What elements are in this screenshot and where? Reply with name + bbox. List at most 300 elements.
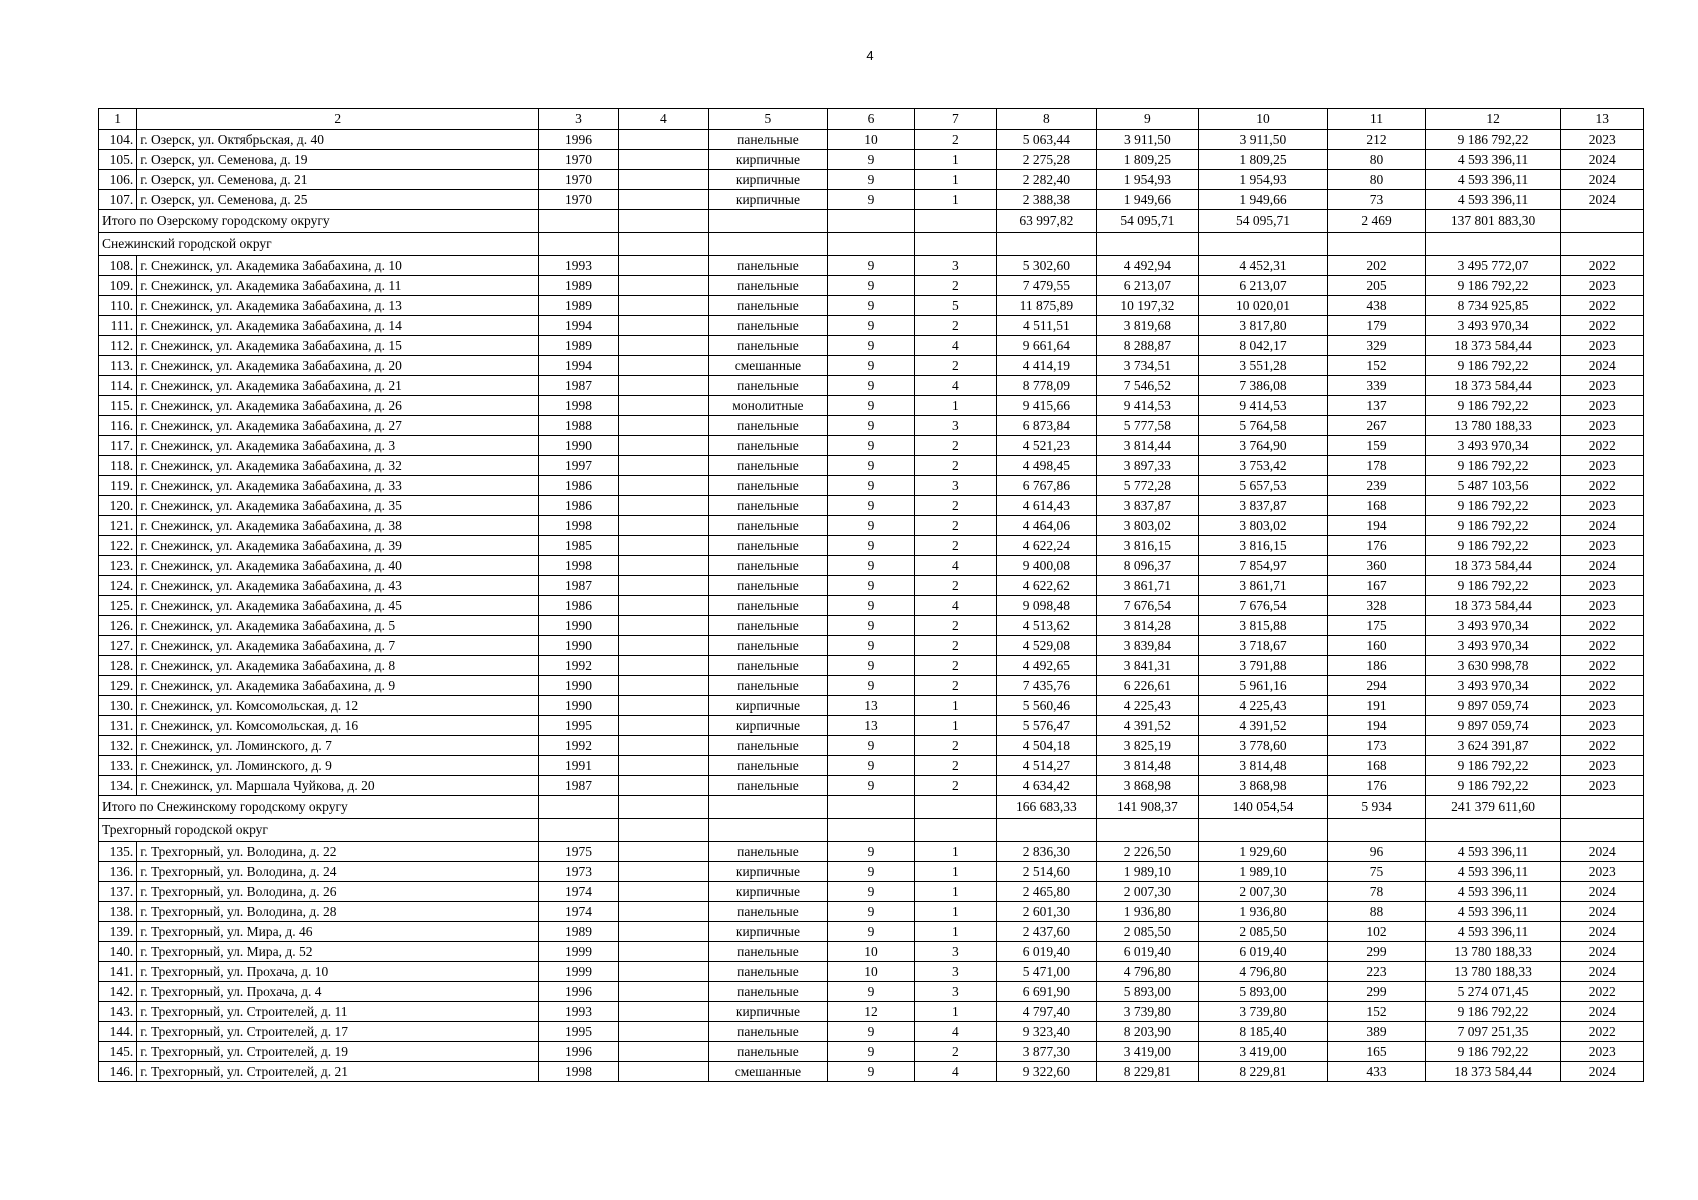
table-cell: 1990 [539,676,618,696]
table-cell [618,536,708,556]
table-row [99,336,1644,356]
table-cell: 96 [1328,842,1426,862]
table-cell: 6 213,07 [1198,276,1328,296]
table-cell: 3 493 970,34 [1425,676,1561,696]
table-cell: 133. [99,756,137,776]
table-cell [1097,819,1199,842]
table-cell: 117. [99,436,137,456]
table-cell: 9 [827,416,914,436]
table-cell [618,336,708,356]
table-cell: 4 593 396,11 [1425,902,1561,922]
table-cell: 3 [915,982,996,1002]
table-cell: 139. [99,922,137,942]
table-row [99,316,1644,336]
table-cell: г. Снежинск, ул. Академика Забабахина, д. 33 [137,476,539,496]
total-row [99,210,1644,233]
table-cell: 1 [915,882,996,902]
table-cell: 138. [99,902,137,922]
table-cell: 176 [1328,776,1426,796]
table-cell [618,862,708,882]
table-cell: 2022 [1561,982,1644,1002]
table-cell: 8 042,17 [1198,336,1328,356]
table-cell [618,656,708,676]
table-cell: г. Трехгорный, ул. Володина, д. 24 [137,862,539,882]
table-row [99,1002,1644,1022]
table-cell: 4 225,43 [1097,696,1199,716]
table-cell: 2023 [1561,696,1644,716]
table-cell: 9 415,66 [996,396,1097,416]
table-cell [1425,819,1561,842]
table-cell: кирпичные [709,1002,828,1022]
table-row [99,656,1644,676]
table-cell: 9 [827,1022,914,1042]
table-cell: 9 [827,982,914,1002]
column-number-cell: 10 [1198,109,1328,130]
table-cell: монолитные [709,396,828,416]
table-row [99,516,1644,536]
table-cell: 1987 [539,376,618,396]
table-cell: 128. [99,656,137,676]
table-cell: 3 419,00 [1198,1042,1328,1062]
table-cell: 2024 [1561,150,1644,170]
table-cell: панельные [709,616,828,636]
table-cell: 1974 [539,882,618,902]
table-row [99,496,1644,516]
table-cell: панельные [709,296,828,316]
table-cell: 1974 [539,902,618,922]
table-cell: 3 734,51 [1097,356,1199,376]
table-row [99,982,1644,1002]
table-cell: 1986 [539,496,618,516]
table-cell [618,882,708,902]
table-cell: 9 [827,882,914,902]
page-number: 4 [866,48,874,63]
table-cell: панельные [709,676,828,696]
table-row [99,1062,1644,1082]
table-cell: 4 [915,336,996,356]
table-cell: 5 063,44 [996,130,1097,150]
table-cell: 1989 [539,336,618,356]
table-cell: г. Трехгорный, ул. Строителей, д. 21 [137,1062,539,1082]
table-row [99,170,1644,190]
table-cell: 126. [99,616,137,636]
table-cell: 4 593 396,11 [1425,150,1561,170]
table-cell: 2 514,60 [996,862,1097,882]
table-cell: 1995 [539,1022,618,1042]
table-cell: 2023 [1561,776,1644,796]
table-cell: 3 718,67 [1198,636,1328,656]
table-cell: 9 [827,396,914,416]
table-cell: 2 085,50 [1097,922,1199,942]
table-cell: 2 437,60 [996,922,1097,942]
table-cell: панельные [709,476,828,496]
table-cell: 6 691,90 [996,982,1097,1002]
table-cell: 3 837,87 [1097,496,1199,516]
table-cell [618,356,708,376]
table-cell: 2023 [1561,1042,1644,1062]
table-cell: 2 [915,456,996,476]
table-cell: 9 [827,436,914,456]
table-cell: 4 796,80 [1097,962,1199,982]
table-cell: 2 [915,356,996,376]
table-cell [709,819,828,842]
table-cell: 129. [99,676,137,696]
table-cell [827,819,914,842]
table-cell: 104. [99,130,137,150]
table-row [99,616,1644,636]
table-cell: 1 949,66 [1097,190,1199,210]
table-cell: 109. [99,276,137,296]
table-cell: 2024 [1561,922,1644,942]
table-cell [618,1022,708,1042]
table-cell: 1 [915,922,996,942]
table-cell [618,982,708,1002]
table-row [99,356,1644,376]
table-cell: г. Озерск, ул. Семенова, д. 19 [137,150,539,170]
section-header-row [99,233,1644,256]
table-cell: 3 764,90 [1198,436,1328,456]
table-cell: 2 [915,736,996,756]
table-cell: 2 [915,756,996,776]
table-cell: 2 [915,776,996,796]
table-row [99,256,1644,276]
table-cell: 2024 [1561,1002,1644,1022]
table-cell: 4 414,19 [996,356,1097,376]
table-cell: 4 521,23 [996,436,1097,456]
table-cell: 267 [1328,416,1426,436]
table-cell: 2023 [1561,536,1644,556]
table-cell: 125. [99,596,137,616]
table-cell: 3 814,48 [1097,756,1199,776]
table-cell: г. Снежинск, ул. Ломинского, д. 7 [137,736,539,756]
table-cell: 294 [1328,676,1426,696]
table-cell: 1994 [539,316,618,336]
column-number-cell: 11 [1328,109,1426,130]
table-cell: 1 [915,842,996,862]
table-cell: 152 [1328,1002,1426,1022]
table-cell: 114. [99,376,137,396]
table-cell: 3 495 772,07 [1425,256,1561,276]
table-cell: 152 [1328,356,1426,376]
table-cell: 13 780 188,33 [1425,416,1561,436]
table-cell: 105. [99,150,137,170]
table-row [99,1022,1644,1042]
table-cell: кирпичные [709,862,828,882]
table-cell: 2023 [1561,456,1644,476]
table-cell: 1 [915,696,996,716]
table-cell: 3 841,31 [1097,656,1199,676]
table-row [99,676,1644,696]
table-cell: 9 186 792,22 [1425,496,1561,516]
table-cell: 9 [827,842,914,862]
table-cell: 2022 [1561,676,1644,696]
table-cell [618,396,708,416]
table-cell: 4 492,65 [996,656,1097,676]
table-cell: 4 797,40 [996,1002,1097,1022]
table-cell: 5 893,00 [1198,982,1328,1002]
table-cell: кирпичные [709,190,828,210]
table-cell: 3 493 970,34 [1425,436,1561,456]
table-cell: 131. [99,716,137,736]
table-cell: 4 593 396,11 [1425,170,1561,190]
table-cell: панельные [709,736,828,756]
table-cell: 2023 [1561,396,1644,416]
table-cell: 9 [827,316,914,336]
table-cell: кирпичные [709,150,828,170]
table-cell [618,902,708,922]
table-cell: 3 493 970,34 [1425,636,1561,656]
table-cell: панельные [709,1042,828,1062]
table-cell: 4 225,43 [1198,696,1328,716]
table-cell [539,233,618,256]
table-cell: 1988 [539,416,618,436]
table-cell: г. Снежинск, ул. Академика Забабахина, д. 43 [137,576,539,596]
table-cell: 111. [99,316,137,336]
table-cell: 339 [1328,376,1426,396]
table-cell: 9 186 792,22 [1425,356,1561,376]
total-value: 63 997,82 [996,210,1097,233]
table-cell: 4 622,24 [996,536,1097,556]
table-cell: 9 [827,756,914,776]
table-cell: 4 504,18 [996,736,1097,756]
total-value: 140 054,54 [1198,796,1328,819]
table-cell: г. Трехгорный, ул. Володина, д. 28 [137,902,539,922]
table-cell: 159 [1328,436,1426,456]
table-cell [915,233,996,256]
total-value [1561,210,1644,233]
table-cell: 130. [99,696,137,716]
table-cell [618,1042,708,1062]
table-cell: 113. [99,356,137,376]
table-cell: 5 576,47 [996,716,1097,736]
column-number-cell: 8 [996,109,1097,130]
column-number-cell: 5 [709,109,828,130]
table-cell: 205 [1328,276,1426,296]
table-cell: 3 868,98 [1097,776,1199,796]
table-cell: панельные [709,576,828,596]
table-cell: 2023 [1561,276,1644,296]
total-label: Итого по Озерскому городскому округу [99,210,539,233]
table-cell: панельные [709,456,828,476]
table-cell: 8 096,37 [1097,556,1199,576]
table-cell: 2024 [1561,1062,1644,1082]
table-cell [618,210,708,233]
table-cell: г. Снежинск, ул. Академика Забабахина, д. 27 [137,416,539,436]
table-cell [915,210,996,233]
table-cell: 360 [1328,556,1426,576]
section-title: Трехгорный городской округ [99,819,539,842]
table-cell: 1995 [539,716,618,736]
table-cell: 2024 [1561,190,1644,210]
table-cell: 299 [1328,942,1426,962]
table-cell: 9 [827,556,914,576]
table-cell: панельные [709,982,828,1002]
table-cell: 4 634,42 [996,776,1097,796]
table-cell: 13 [827,696,914,716]
table-cell: 4 593 396,11 [1425,190,1561,210]
table-cell: г. Озерск, ул. Октябрьская, д. 40 [137,130,539,150]
table-cell: 75 [1328,862,1426,882]
table-cell: кирпичные [709,716,828,736]
table-cell: 4 [915,376,996,396]
table-cell: 9 414,53 [1198,396,1328,416]
table-cell: панельные [709,596,828,616]
table-cell: г. Снежинск, ул. Академика Забабахина, д. 45 [137,596,539,616]
table-cell: 3 [915,256,996,276]
table-cell: 6 213,07 [1097,276,1199,296]
total-label: Итого по Снежинскому городскому округу [99,796,539,819]
table-cell: 1996 [539,130,618,150]
table-cell: 1990 [539,636,618,656]
table-cell: 168 [1328,756,1426,776]
table-cell: 4 514,27 [996,756,1097,776]
table-cell: 8 778,09 [996,376,1097,396]
table-cell: 2 [915,676,996,696]
column-number-row [99,109,1644,130]
table-cell: 2 [915,130,996,150]
table-cell: 3 [915,416,996,436]
table-cell [618,256,708,276]
table-cell: 5 274 071,45 [1425,982,1561,1002]
table-cell: 3 803,02 [1097,516,1199,536]
table-cell: 1998 [539,396,618,416]
table-cell: г. Снежинск, ул. Маршала Чуйкова, д. 20 [137,776,539,796]
table-row [99,436,1644,456]
table-cell: 4 [915,596,996,616]
total-value: 2 469 [1328,210,1426,233]
table-cell: 9 [827,616,914,636]
total-value: 166 683,33 [996,796,1097,819]
table-cell: 3 814,48 [1198,756,1328,776]
column-number-cell: 3 [539,109,618,130]
table-cell [618,636,708,656]
table-cell: 1 [915,862,996,882]
table-cell [618,316,708,336]
table-cell: 6 019,40 [1198,942,1328,962]
table-cell [618,676,708,696]
table-cell: 4 593 396,11 [1425,882,1561,902]
table-cell: г. Снежинск, ул. Академика Забабахина, д. 40 [137,556,539,576]
table-cell: 2 [915,316,996,336]
table-cell: 3 816,15 [1097,536,1199,556]
table-cell [1561,233,1644,256]
table-cell: 173 [1328,736,1426,756]
table-cell: 9 322,60 [996,1062,1097,1082]
table-cell: 4 [915,1062,996,1082]
table-cell: 9 [827,676,914,696]
table-cell: 132. [99,736,137,756]
table-cell [618,796,708,819]
table-cell: 3 630 998,78 [1425,656,1561,676]
table-cell: 18 373 584,44 [1425,596,1561,616]
table-cell: 112. [99,336,137,356]
table-cell: 202 [1328,256,1426,276]
table-cell: 2 465,80 [996,882,1097,902]
table-cell: 175 [1328,616,1426,636]
table-cell: 9 [827,150,914,170]
table-cell: 389 [1328,1022,1426,1042]
table-cell [827,210,914,233]
table-cell: 9 414,53 [1097,396,1199,416]
table-cell: 2 226,50 [1097,842,1199,862]
table-cell: 1 936,80 [1198,902,1328,922]
table-cell: 194 [1328,516,1426,536]
table-row [99,416,1644,436]
table-cell [618,170,708,190]
table-cell: 191 [1328,696,1426,716]
table-cell: 3 739,80 [1198,1002,1328,1022]
table-cell: панельные [709,376,828,396]
table-cell: г. Снежинск, ул. Академика Забабахина, д. 3 [137,436,539,456]
table-cell: 2 [915,436,996,456]
table-cell: 4 529,08 [996,636,1097,656]
table-cell: панельные [709,776,828,796]
table-cell: панельные [709,416,828,436]
table-cell: 7 676,54 [1097,596,1199,616]
table-cell: 2022 [1561,656,1644,676]
table-cell: 1998 [539,516,618,536]
housing-register-table [98,108,1644,1082]
table-cell: 1970 [539,150,618,170]
table-cell: 5 487 103,56 [1425,476,1561,496]
table-cell [618,716,708,736]
table-row [99,696,1644,716]
table-cell [1198,233,1328,256]
table-cell: 9 [827,736,914,756]
table-cell: 2 [915,576,996,596]
table-cell: 3 493 970,34 [1425,316,1561,336]
table-cell: 4 [915,1022,996,1042]
table-cell: 9 [827,576,914,596]
table-cell: 239 [1328,476,1426,496]
table-row [99,130,1644,150]
table-cell: 137 [1328,396,1426,416]
table-row [99,150,1644,170]
table-cell: 3 819,68 [1097,316,1199,336]
table-cell: 9 [827,296,914,316]
table-cell: 140. [99,942,137,962]
table-cell: 6 019,40 [996,942,1097,962]
table-cell: 1 [915,150,996,170]
table-cell: 9 [827,276,914,296]
table-cell [539,210,618,233]
table-row [99,756,1644,776]
table-cell: 6 019,40 [1097,942,1199,962]
table-cell: 3 [915,476,996,496]
table-cell: г. Снежинск, ул. Комсомольская, д. 16 [137,716,539,736]
table-row [99,736,1644,756]
table-cell: 2022 [1561,1022,1644,1042]
table-cell: панельные [709,276,828,296]
table-cell: 4 391,52 [1097,716,1199,736]
table-row [99,776,1644,796]
table-cell: 136. [99,862,137,882]
total-value [1561,796,1644,819]
table-cell: г. Трехгорный, ул. Володина, д. 22 [137,842,539,862]
table-cell: 3 753,42 [1198,456,1328,476]
table-cell: 13 [827,716,914,736]
table-cell: 73 [1328,190,1426,210]
table-cell: 9 400,08 [996,556,1097,576]
table-row [99,476,1644,496]
table-cell: 18 373 584,44 [1425,556,1561,576]
table-row [99,296,1644,316]
table-cell: 9 186 792,22 [1425,1002,1561,1022]
table-cell: 1989 [539,922,618,942]
table-cell: 2023 [1561,596,1644,616]
table-cell [618,516,708,536]
table-cell: 142. [99,982,137,1002]
